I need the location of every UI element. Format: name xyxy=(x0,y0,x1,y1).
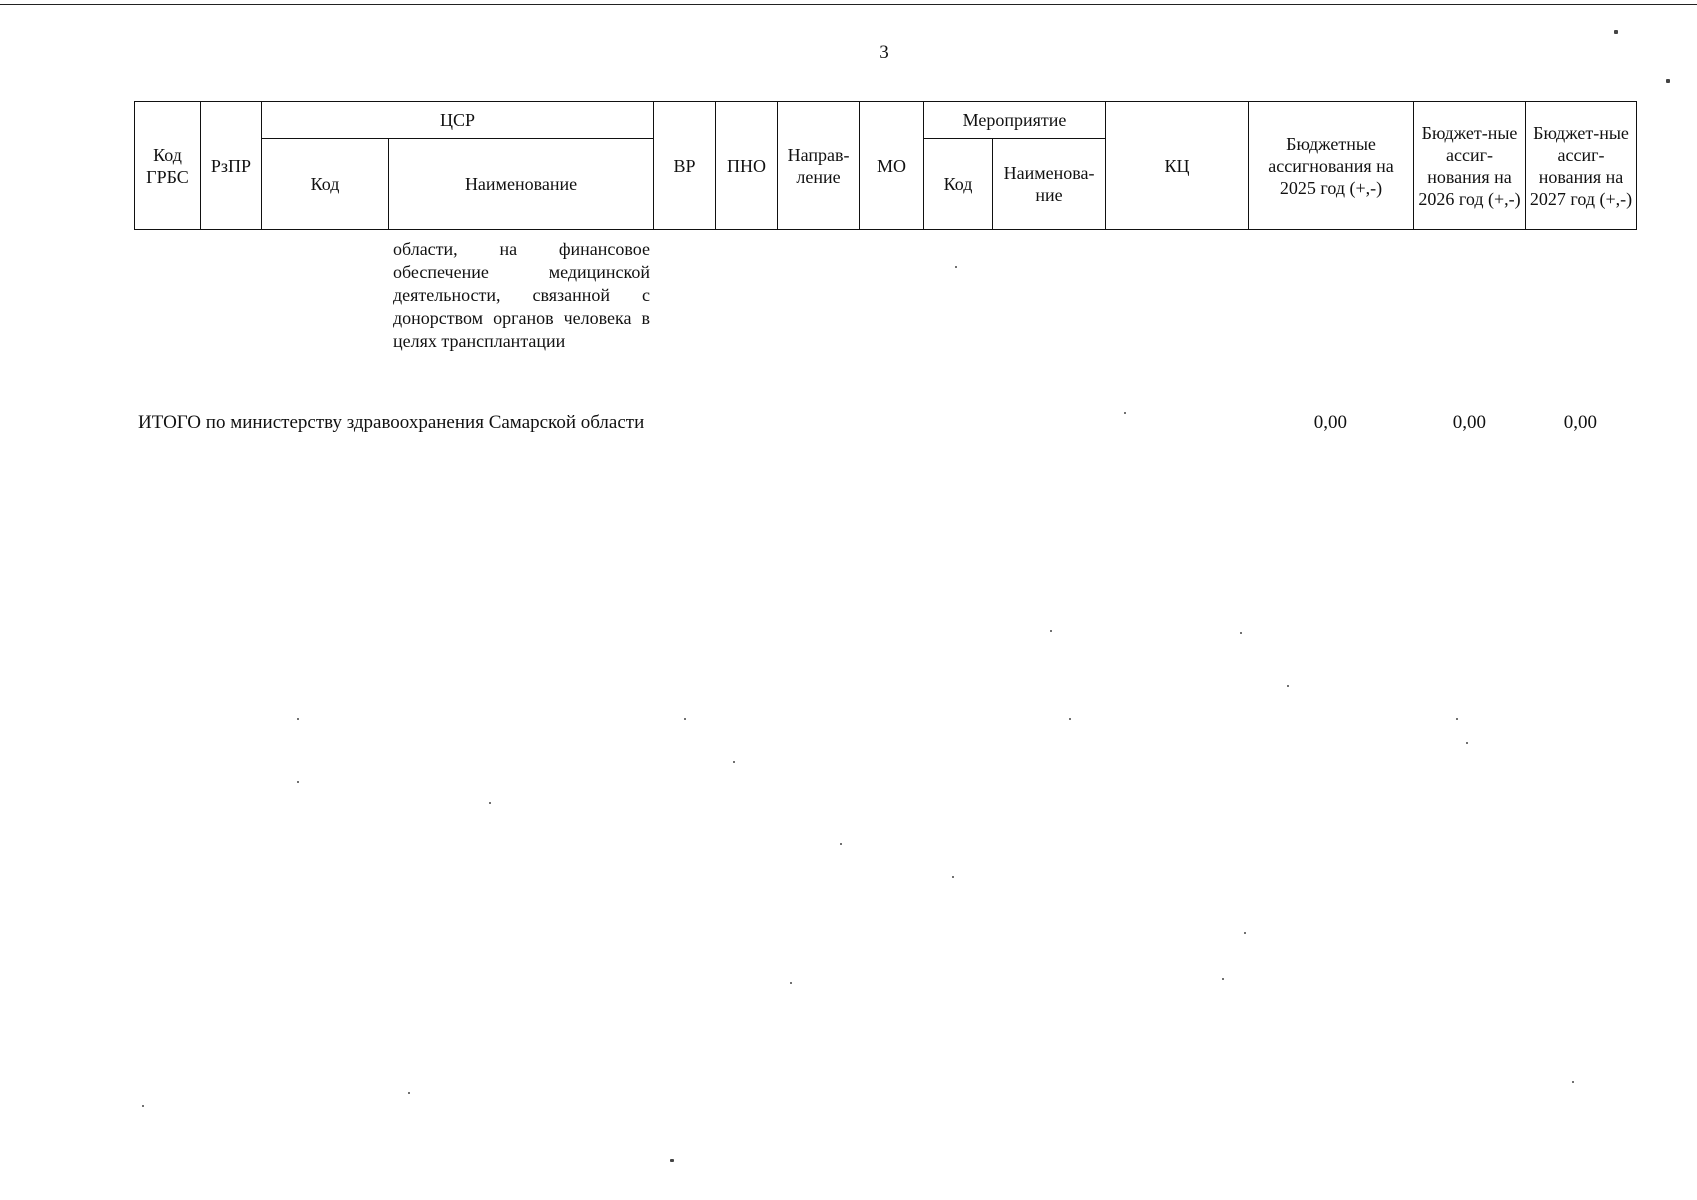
scan-speck xyxy=(952,876,954,878)
page-number: 3 xyxy=(879,42,889,63)
scan-speck xyxy=(1466,742,1468,744)
scan-speck xyxy=(1456,718,1458,720)
scan-speck xyxy=(489,802,491,804)
scan-speck xyxy=(1666,79,1670,83)
scan-speck xyxy=(955,266,957,268)
scan-speck xyxy=(670,1159,674,1162)
header-kc: КЦ xyxy=(1106,102,1249,230)
header-mer-kod: Код xyxy=(924,139,993,230)
scan-speck xyxy=(142,1105,144,1107)
header-csr-name: Наименование xyxy=(389,139,654,230)
header-csr-kod: Код xyxy=(262,139,389,230)
header-rzpr: РзПР xyxy=(201,102,262,230)
scan-speck xyxy=(840,843,842,845)
scan-speck xyxy=(1614,30,1618,34)
header-meropriyatie: Мероприятие xyxy=(924,102,1106,139)
scan-speck xyxy=(1240,632,1242,634)
scan-speck xyxy=(1572,1081,1574,1083)
total-value-2027: 0,00 xyxy=(1563,412,1597,433)
scan-speck xyxy=(1222,978,1224,980)
total-value-2025: 0,00 xyxy=(1313,412,1347,433)
scan-speck xyxy=(1287,685,1289,687)
scan-speck xyxy=(1124,412,1126,414)
continued-row-name: области, на финансовое обеспечение медицинской деятельности, связанной с донорством органов человека в целях трансплантации xyxy=(393,239,650,351)
header-vr: ВР xyxy=(654,102,716,230)
header-mer-name: Наименова-ние xyxy=(993,139,1106,230)
header-mo: МО xyxy=(860,102,924,230)
scan-speck xyxy=(733,761,735,763)
header-budget-2025: Бюджетные ассигнования на 2025 год (+,-) xyxy=(1249,102,1414,230)
budget-table-header xyxy=(134,101,1637,230)
scan-speck xyxy=(297,781,299,783)
scan-speck xyxy=(684,718,686,720)
scan-speck xyxy=(297,718,299,720)
scan-speck xyxy=(1050,630,1052,632)
header-pno: ПНО xyxy=(716,102,778,230)
header-kod-grbs: Код ГРБС xyxy=(135,102,201,230)
header-csr: ЦСР xyxy=(262,102,654,139)
scan-speck xyxy=(1244,932,1246,934)
header-napravlenie: Направ-ление xyxy=(778,102,860,230)
total-value-2026: 0,00 xyxy=(1452,412,1486,433)
scan-speck xyxy=(408,1092,410,1094)
scan-speck xyxy=(790,982,792,984)
header-budget-2026: Бюджет-ные ассиг-нования на 2026 год (+,-) xyxy=(1414,102,1526,230)
top-rule xyxy=(0,4,1697,5)
scan-speck xyxy=(1069,718,1071,720)
total-label: ИТОГО по министерству здравоохранения Самарской области xyxy=(138,412,645,433)
header-budget-2027: Бюджет-ные ассиг-нования на 2027 год (+,-) xyxy=(1526,102,1637,230)
